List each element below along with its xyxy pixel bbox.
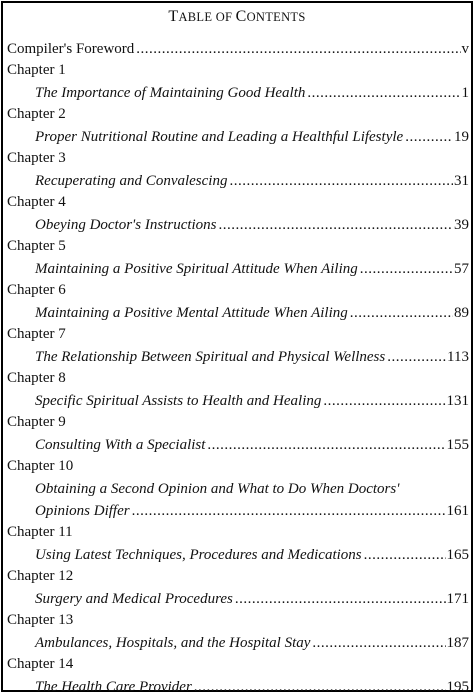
toc-entry-chapter-9[interactable] (3, 434, 471, 456)
page-title (3, 6, 471, 30)
entry-title-line-2: Opinions Differ (35, 503, 130, 519)
chapter-label: Chapter 5 (7, 238, 66, 254)
toc-entry-chapter-1[interactable] (3, 82, 471, 104)
entry-title: Maintaining a Positive Spiritual Attitude When Ailing (35, 261, 358, 277)
page-number: 171 (446, 591, 469, 607)
chapter-label: Chapter 7 (7, 326, 66, 342)
dot-leader (312, 632, 445, 654)
dot-leader (387, 346, 446, 368)
page-number: 195 (446, 679, 469, 695)
page-number: 155 (446, 437, 469, 453)
entry-title: The Health Care Provider (35, 679, 192, 695)
entry-title: The Relationship Between Spiritual and Physical Wellness (35, 349, 386, 365)
entry-title: Using Latest Techniques, Procedures and Medications (35, 547, 362, 563)
toc-entry-chapter-8[interactable] (3, 390, 471, 412)
chapter-label: Chapter 2 (7, 106, 66, 122)
toc-entry-chapter-6[interactable] (3, 302, 471, 324)
dot-leader (405, 126, 453, 148)
entry-title: Ambulances, Hospitals, and the Hospital Stay (35, 635, 311, 651)
title-rest-2: ONTENTS (246, 10, 306, 24)
dot-leader (219, 214, 453, 236)
toc-entry-chapter-13[interactable] (3, 632, 471, 654)
entry-title: Maintaining a Positive Mental Attitude When Ailing (35, 305, 348, 321)
page-number: 39 (454, 217, 469, 233)
toc-entry-chapter-12[interactable] (3, 588, 471, 610)
entry-title-line-1: Obtaining a Second Opinion and What to Do When Doctors' (35, 481, 400, 497)
page-number: 113 (447, 349, 469, 365)
chapter-label: Chapter 1 (7, 62, 66, 78)
toc-entry-chapter-7[interactable] (3, 346, 471, 368)
toc-entry-chapter-2[interactable] (3, 126, 471, 148)
toc-page (1, 1, 473, 695)
dot-leader (194, 676, 446, 698)
toc-entry-chapter-4[interactable] (3, 214, 471, 236)
chapter-label: Chapter 4 (7, 194, 66, 210)
page-number: 57 (454, 261, 469, 277)
chapter-label: Chapter 11 (7, 524, 73, 540)
chapter-label: Chapter 3 (7, 150, 66, 166)
chapter-label: Chapter 10 (7, 458, 74, 474)
dot-leader (360, 258, 453, 280)
page-number: 187 (446, 635, 469, 651)
entry-title: Proper Nutritional Routine and Leading a Healthful Lifestyle (35, 129, 404, 145)
entry-title: Recuperating and Convalescing (35, 173, 228, 189)
title-rest-1: ABLE OF (178, 10, 233, 24)
toc-entry-chapter-5[interactable] (3, 258, 471, 280)
page-number: 131 (446, 393, 469, 409)
dot-leader (207, 434, 445, 456)
dot-leader (364, 544, 446, 566)
chapter-label: Chapter 8 (7, 370, 66, 386)
dot-leader (350, 302, 453, 324)
toc-entry-chapter-11[interactable] (3, 544, 471, 566)
page-number: 89 (454, 305, 469, 321)
page-number: 161 (446, 503, 469, 519)
dot-leader (229, 170, 453, 192)
entry-title: The Importance of Maintaining Good Health (35, 85, 306, 101)
toc-entry-chapter-3[interactable] (3, 170, 471, 192)
toc-entry-chapter-10[interactable] (3, 478, 471, 522)
dot-leader (136, 38, 460, 60)
toc-entry-chapter-10-line-2 (3, 500, 471, 522)
chapter-label: Chapter 13 (7, 612, 74, 628)
page-number: 165 (446, 547, 469, 563)
toc-list (3, 38, 471, 698)
page-number: v (461, 41, 469, 57)
dot-leader (132, 500, 446, 522)
toc-entry-chapter-14[interactable] (3, 676, 471, 698)
entry-title: Specific Spiritual Assists to Health and Healing (35, 393, 322, 409)
page-number: 31 (454, 173, 469, 189)
dot-leader (307, 82, 460, 104)
entry-title: Consulting With a Specialist (35, 437, 206, 453)
title-initial-1: T (168, 8, 179, 25)
title-initial-2: C (235, 8, 247, 25)
chapter-label: Chapter 12 (7, 568, 74, 584)
page-number: 19 (454, 129, 469, 145)
dot-leader (323, 390, 445, 412)
entry-title: Surgery and Medical Procedures (35, 591, 233, 607)
dot-leader (235, 588, 446, 610)
entry-title: Compiler's Foreword (7, 41, 135, 57)
entry-title: Obeying Doctor's Instructions (35, 217, 217, 233)
chapter-label: Chapter 14 (7, 656, 74, 672)
toc-entry-foreword[interactable] (3, 38, 471, 60)
chapter-label: Chapter 9 (7, 414, 66, 430)
page-number: 1 (461, 85, 469, 101)
chapter-label: Chapter 6 (7, 282, 66, 298)
